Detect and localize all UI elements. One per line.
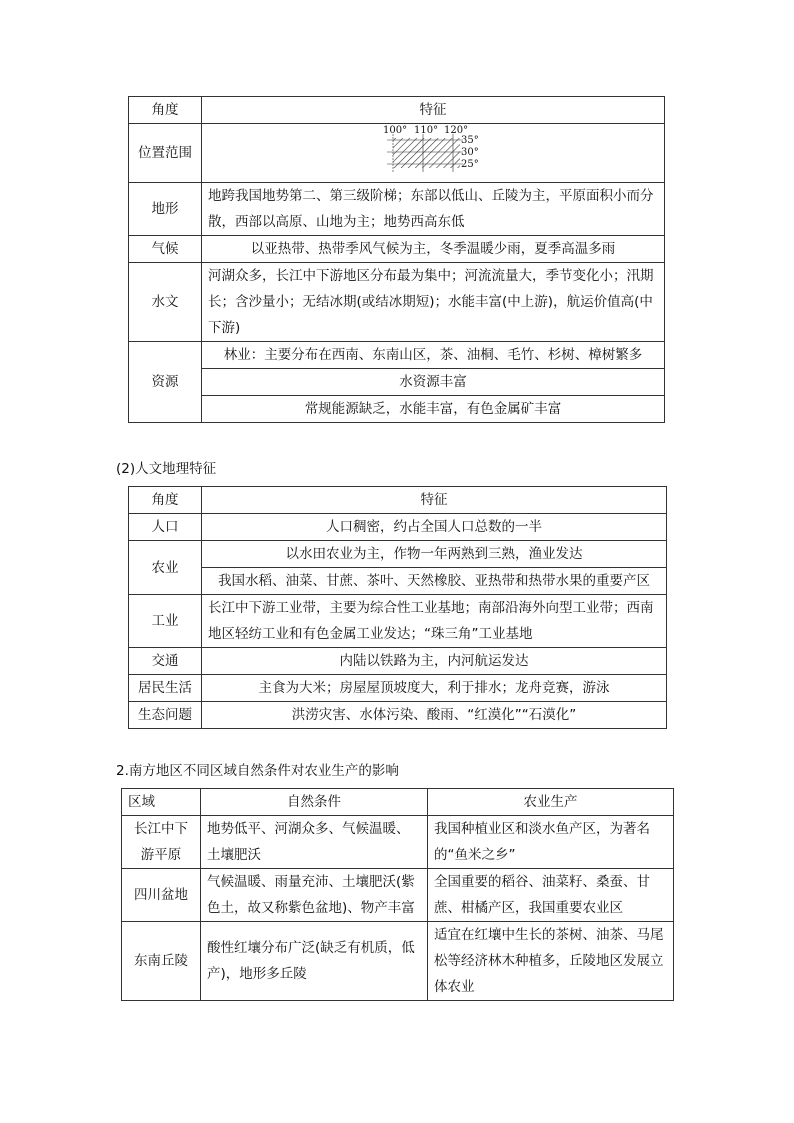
table-row xyxy=(129,568,667,595)
lon-label-120: 120° xyxy=(444,125,469,136)
row-label-life: 居民生活 xyxy=(129,675,202,702)
region-name: 东南丘陵 xyxy=(122,922,201,1001)
table-row xyxy=(129,648,667,675)
regional-agriculture-table xyxy=(121,788,674,1001)
industry-text: 长江中下游工业带，主要为综合性工业基地；南部沿海外向型工业带；西南地区轻纺工业和有色金属工业发达；“珠三角”工业基地 xyxy=(202,595,667,648)
row-label-terrain: 地形 xyxy=(129,183,202,236)
table-row xyxy=(129,236,665,263)
table-header-row xyxy=(129,487,667,514)
row-label-transport: 交通 xyxy=(129,648,202,675)
ecology-text: 洪涝灾害、水体污染、酸雨、“红漠化”“石漠化” xyxy=(202,702,667,729)
row-label-agriculture: 农业 xyxy=(129,541,202,595)
table-header-row xyxy=(129,97,665,124)
region-production: 我国种植业区和淡水鱼产区，为著名的“鱼米之乡” xyxy=(428,816,674,869)
location-map-cell xyxy=(202,124,665,183)
region-name: 四川盆地 xyxy=(122,869,201,922)
table-row xyxy=(129,595,667,648)
row-label-population: 人口 xyxy=(129,514,202,541)
region-production: 全国重要的稻谷、油菜籽、桑蚕、甘蔗、柑橘产区，我国重要农业区 xyxy=(428,869,674,922)
region-production: 适宜在红壤中生长的茶树、油茶、马尾松等经济林木种植多，丘陵地区发展立体农业 xyxy=(428,922,674,1001)
human-features-table xyxy=(128,486,667,729)
agriculture-text-2: 我国水稻、油菜、甘蔗、茶叶、天然橡胶、亚热带和热带水果的重要产区 xyxy=(202,568,667,595)
region-conditions: 气候温暖、雨量充沛、土壤肥沃(紫色土，故又称紫色盆地)、物产丰富 xyxy=(201,869,428,922)
section-heading-human: (2)人文地理特征 xyxy=(116,461,217,477)
lat-label-25: 25° xyxy=(461,159,479,170)
table-row xyxy=(129,124,665,183)
natural-features-table xyxy=(128,96,665,423)
row-label-resources: 资源 xyxy=(129,342,202,423)
table-row xyxy=(122,816,674,869)
lat-label-35: 35° xyxy=(461,135,479,146)
table-row xyxy=(129,342,665,369)
table-row xyxy=(129,702,667,729)
terrain-text: 地跨我国地势第二、第三级阶梯；东部以低山、丘陵为主，平原面积小而分散，西部以高原、山地为主；地势西高东低 xyxy=(202,183,665,236)
section-heading-agriculture: 2.南方地区不同区域自然条件对农业生产的影响 xyxy=(116,763,399,779)
row-label-industry: 工业 xyxy=(129,595,202,648)
header-features: 特征 xyxy=(202,97,665,124)
climate-text: 以亚热带、热带季风气候为主，冬季温暖少雨，夏季高温多雨 xyxy=(202,236,665,263)
resources-forestry: 林业：主要分布在西南、东南山区，茶、油桐、毛竹、杉树、樟树繁多 xyxy=(202,342,665,369)
region-name: 长江中下游平原 xyxy=(122,816,201,869)
life-text: 主食为大米；房屋屋顶坡度大，利于排水；龙舟竞赛，游泳 xyxy=(202,675,667,702)
table-row xyxy=(129,183,665,236)
lat-label-30: 30° xyxy=(461,147,479,158)
region-conditions: 地势低平、河湖众多、气候温暖、土壤肥沃 xyxy=(201,816,428,869)
row-label-position: 位置范围 xyxy=(129,124,202,183)
table-row xyxy=(129,675,667,702)
row-label-climate: 气候 xyxy=(129,236,202,263)
header-production: 农业生产 xyxy=(428,789,674,816)
resources-energy: 常规能源缺乏，水能丰富，有色金属矿丰富 xyxy=(202,396,665,423)
header-conditions: 自然条件 xyxy=(201,789,428,816)
table-row xyxy=(122,922,674,1001)
lon-label-110: 110° xyxy=(414,125,439,136)
agriculture-text-1: 以水田农业为主，作物一年两熟到三熟，渔业发达 xyxy=(202,541,667,568)
table-row xyxy=(122,869,674,922)
table-row xyxy=(129,263,665,342)
row-label-hydrology: 水文 xyxy=(129,263,202,342)
population-text: 人口稠密，约占全国人口总数的一半 xyxy=(202,514,667,541)
table-row xyxy=(129,369,665,396)
header-angle: 角度 xyxy=(129,97,202,124)
region-conditions: 酸性红壤分布广泛(缺乏有机质，低产)，地形多丘陵 xyxy=(201,922,428,1001)
header-features: 特征 xyxy=(202,487,667,514)
resources-water: 水资源丰富 xyxy=(202,369,665,396)
row-label-ecology: 生态问题 xyxy=(129,702,202,729)
table-header-row xyxy=(122,789,674,816)
table-row xyxy=(129,514,667,541)
transport-text: 内陆以铁路为主，内河航运发达 xyxy=(202,648,667,675)
header-region: 区域 xyxy=(122,789,201,816)
table-row xyxy=(129,396,665,423)
header-angle: 角度 xyxy=(129,487,202,514)
hydrology-text: 河湖众多，长江中下游地区分布最为集中；河流流量大，季节变化小；汛期长；含沙量小；无结冰期(或结冰期短)；水能丰富(中上游)，航运价值高(中下游) xyxy=(202,263,665,342)
lon-label-100: 100° xyxy=(383,125,408,136)
hatched-region xyxy=(393,138,460,168)
location-map xyxy=(381,124,485,182)
table-row xyxy=(129,541,667,568)
